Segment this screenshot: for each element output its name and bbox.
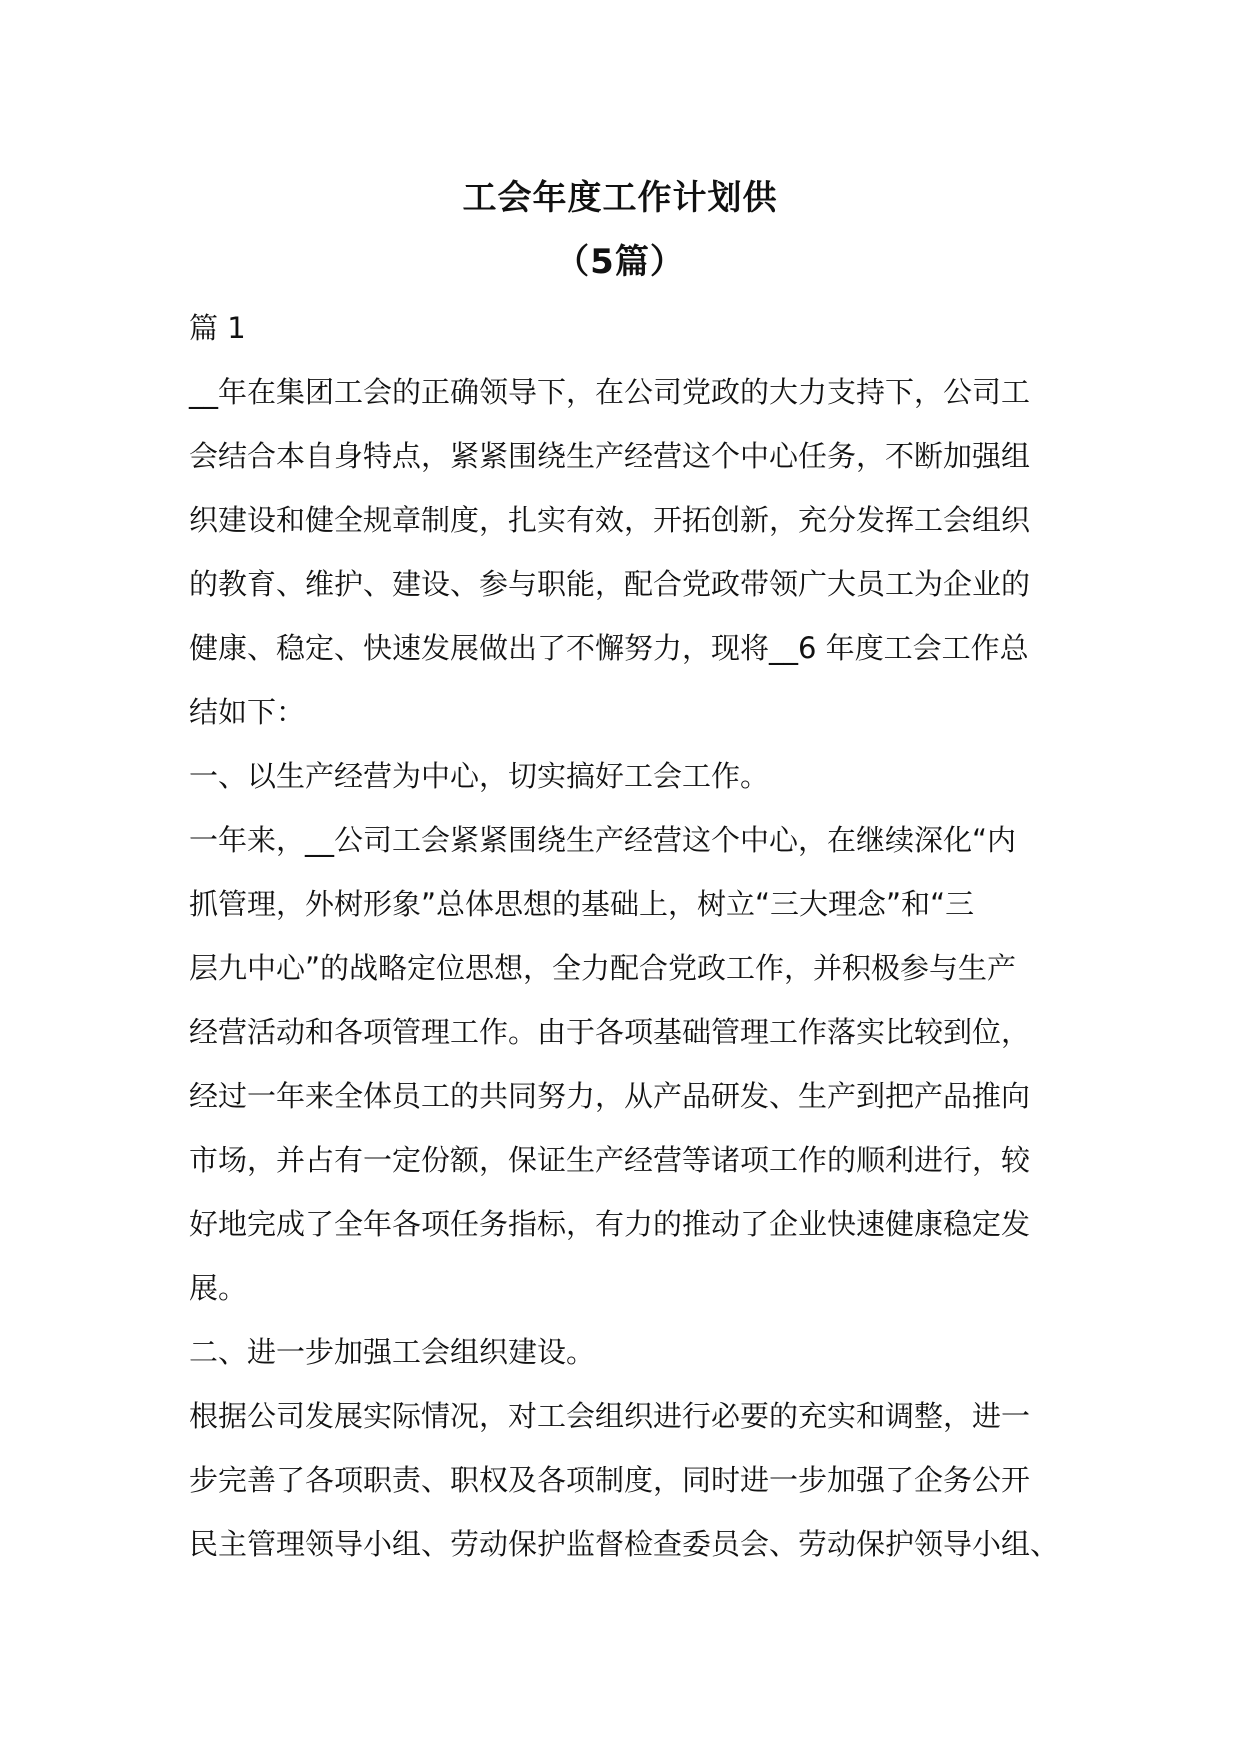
- section-heading-1: 一、以生产经营为中心，切实搞好工会工作。: [189, 759, 770, 793]
- body-line-6: 结如下：: [189, 695, 306, 729]
- body-line-19: 民主管理领导小组、劳动保护监督检查委员会、劳动保护领导小组、: [189, 1527, 1060, 1561]
- body-line-10: 层九中心”的战略定位思想，全力配合党政工作，并积极参与生产: [189, 951, 1017, 985]
- body-line-13: 市场，并占有一定份额，保证生产经营等诸项工作的顺利进行，较: [189, 1143, 1031, 1177]
- body-line-17: 根据公司发展实际情况，对工会组织进行必要的充实和调整，进一: [189, 1399, 1031, 1433]
- body-line-15: 展。: [189, 1271, 248, 1305]
- body-line-9: 抓管理，外树形象”总体思想的基础上，树立“三大理念”和“三: [189, 887, 975, 921]
- body-line-8: 一年来，__公司工会紧紧围绕生产经营这个中心，在继续深化“内: [189, 823, 1017, 857]
- body-line-5: 健康、稳定、快速发展做出了不懈努力，现将__6 年度工会工作总: [189, 631, 1029, 665]
- body-line-4: 的教育、维护、建设、参与职能，配合党政带领广大员工为企业的: [189, 567, 1031, 601]
- body-line-18: 步完善了各项职责、职权及各项制度，同时进一步加强了企务公开: [189, 1463, 1031, 1497]
- section-heading-2: 二、进一步加强工会组织建设。: [189, 1335, 596, 1369]
- body-line-12: 经过一年来全体员工的共同努力，从产品研发、生产到把产品推向: [189, 1079, 1031, 1113]
- document-title: 工会年度工作计划供: [462, 178, 778, 218]
- body-line-14: 好地完成了全年各项任务指标，有力的推动了企业快速健康稳定发: [189, 1207, 1031, 1241]
- body-line-3: 织建设和健全规章制度，扎实有效，开拓创新，充分发挥工会组织: [189, 503, 1031, 537]
- section-label: 篇 1: [189, 311, 246, 345]
- document-subtitle: （5篇）: [555, 242, 685, 282]
- body-line-2: 会结合本自身特点，紧紧围绕生产经营这个中心任务，不断加强组: [189, 439, 1031, 473]
- body-line-11: 经营活动和各项管理工作。由于各项基础管理工作落实比较到位，: [189, 1015, 1031, 1049]
- body-line-1: __年在集团工会的正确领导下，在公司党政的大力支持下，公司工: [189, 375, 1031, 409]
